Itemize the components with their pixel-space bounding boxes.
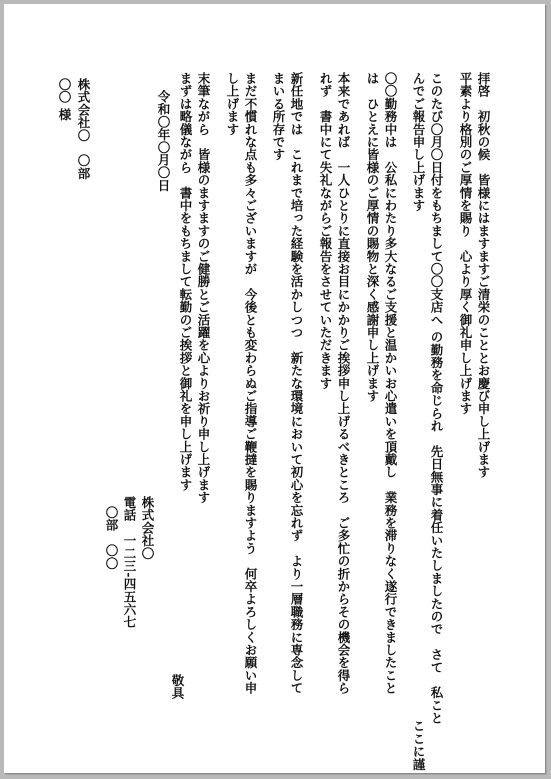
sender-company: 株式会社〇 (140, 496, 155, 560)
letter-line-10: まいる所存です (271, 72, 286, 161)
letter-line-12: し上げます (225, 72, 240, 136)
sender-name: 〇部 〇〇 (104, 506, 119, 570)
letter-line-5: 〇〇勤務中は 公私にわたり多大なるご支援と温かいお心遣いを頂戴し 業務を滞りなく遂行できましたこと (383, 72, 398, 695)
letter-line-3: このたび〇月〇日付をもちまして〇〇支店へ の勤務を命じられ 先日無事に着任いたしましたので さて 私こと (429, 72, 444, 725)
letter-line-8: れず 書中にて失礼ながらご報告をさせていただきます (318, 72, 333, 390)
letter-line-6: は ひとえに皆様のご厚情の賜物と深く感謝申し上げます (365, 72, 380, 403)
recipient-name: 〇〇 様 (57, 78, 72, 121)
letter-date: 令和〇年〇月〇日 (156, 90, 171, 192)
letter-line-13: 末筆ながら 皆様のますますのご健勝とご活躍を心よりお祈り申し上げます (196, 72, 211, 504)
letter-line-4: んでご報告申し上げます ここに謹 (411, 72, 426, 771)
letter-page (4, 4, 545, 773)
letter-line-2: 平素より格別のご厚情を賜り 心より厚く御礼申し上げます (458, 72, 473, 415)
sender-phone: 電話 一二三‐四五六七 (122, 496, 137, 629)
letter-line-11: まだ不慣れな点も多々ございますが 今後とも変わらぬご指導ご鞭撻を賜りますよう 何卒よろしくお願い申 (243, 72, 258, 695)
letter-line-14: まずは略儀ながら 書中をもちまして転勤のご挨拶と御礼を申し上げます (178, 72, 193, 492)
closing-keigu: 敬具 (170, 674, 185, 700)
recipient-company: 株式会社〇 〇部 (76, 78, 91, 180)
letter-line-1: 拝啓 初秋の候 皆様にはますますご清栄のこととお慶び申し上げます (476, 72, 491, 479)
letter-line-7: 本来であれば 一人ひとりに直接お目にかかりご挨拶申し上げるべきところ ご多忙の折からその機会を得ら (336, 72, 351, 695)
letter-line-9: 新任地では これまで培った経験を活かしつつ 新たな環境において初心を忘れず より一層職務に専念して (289, 72, 304, 695)
